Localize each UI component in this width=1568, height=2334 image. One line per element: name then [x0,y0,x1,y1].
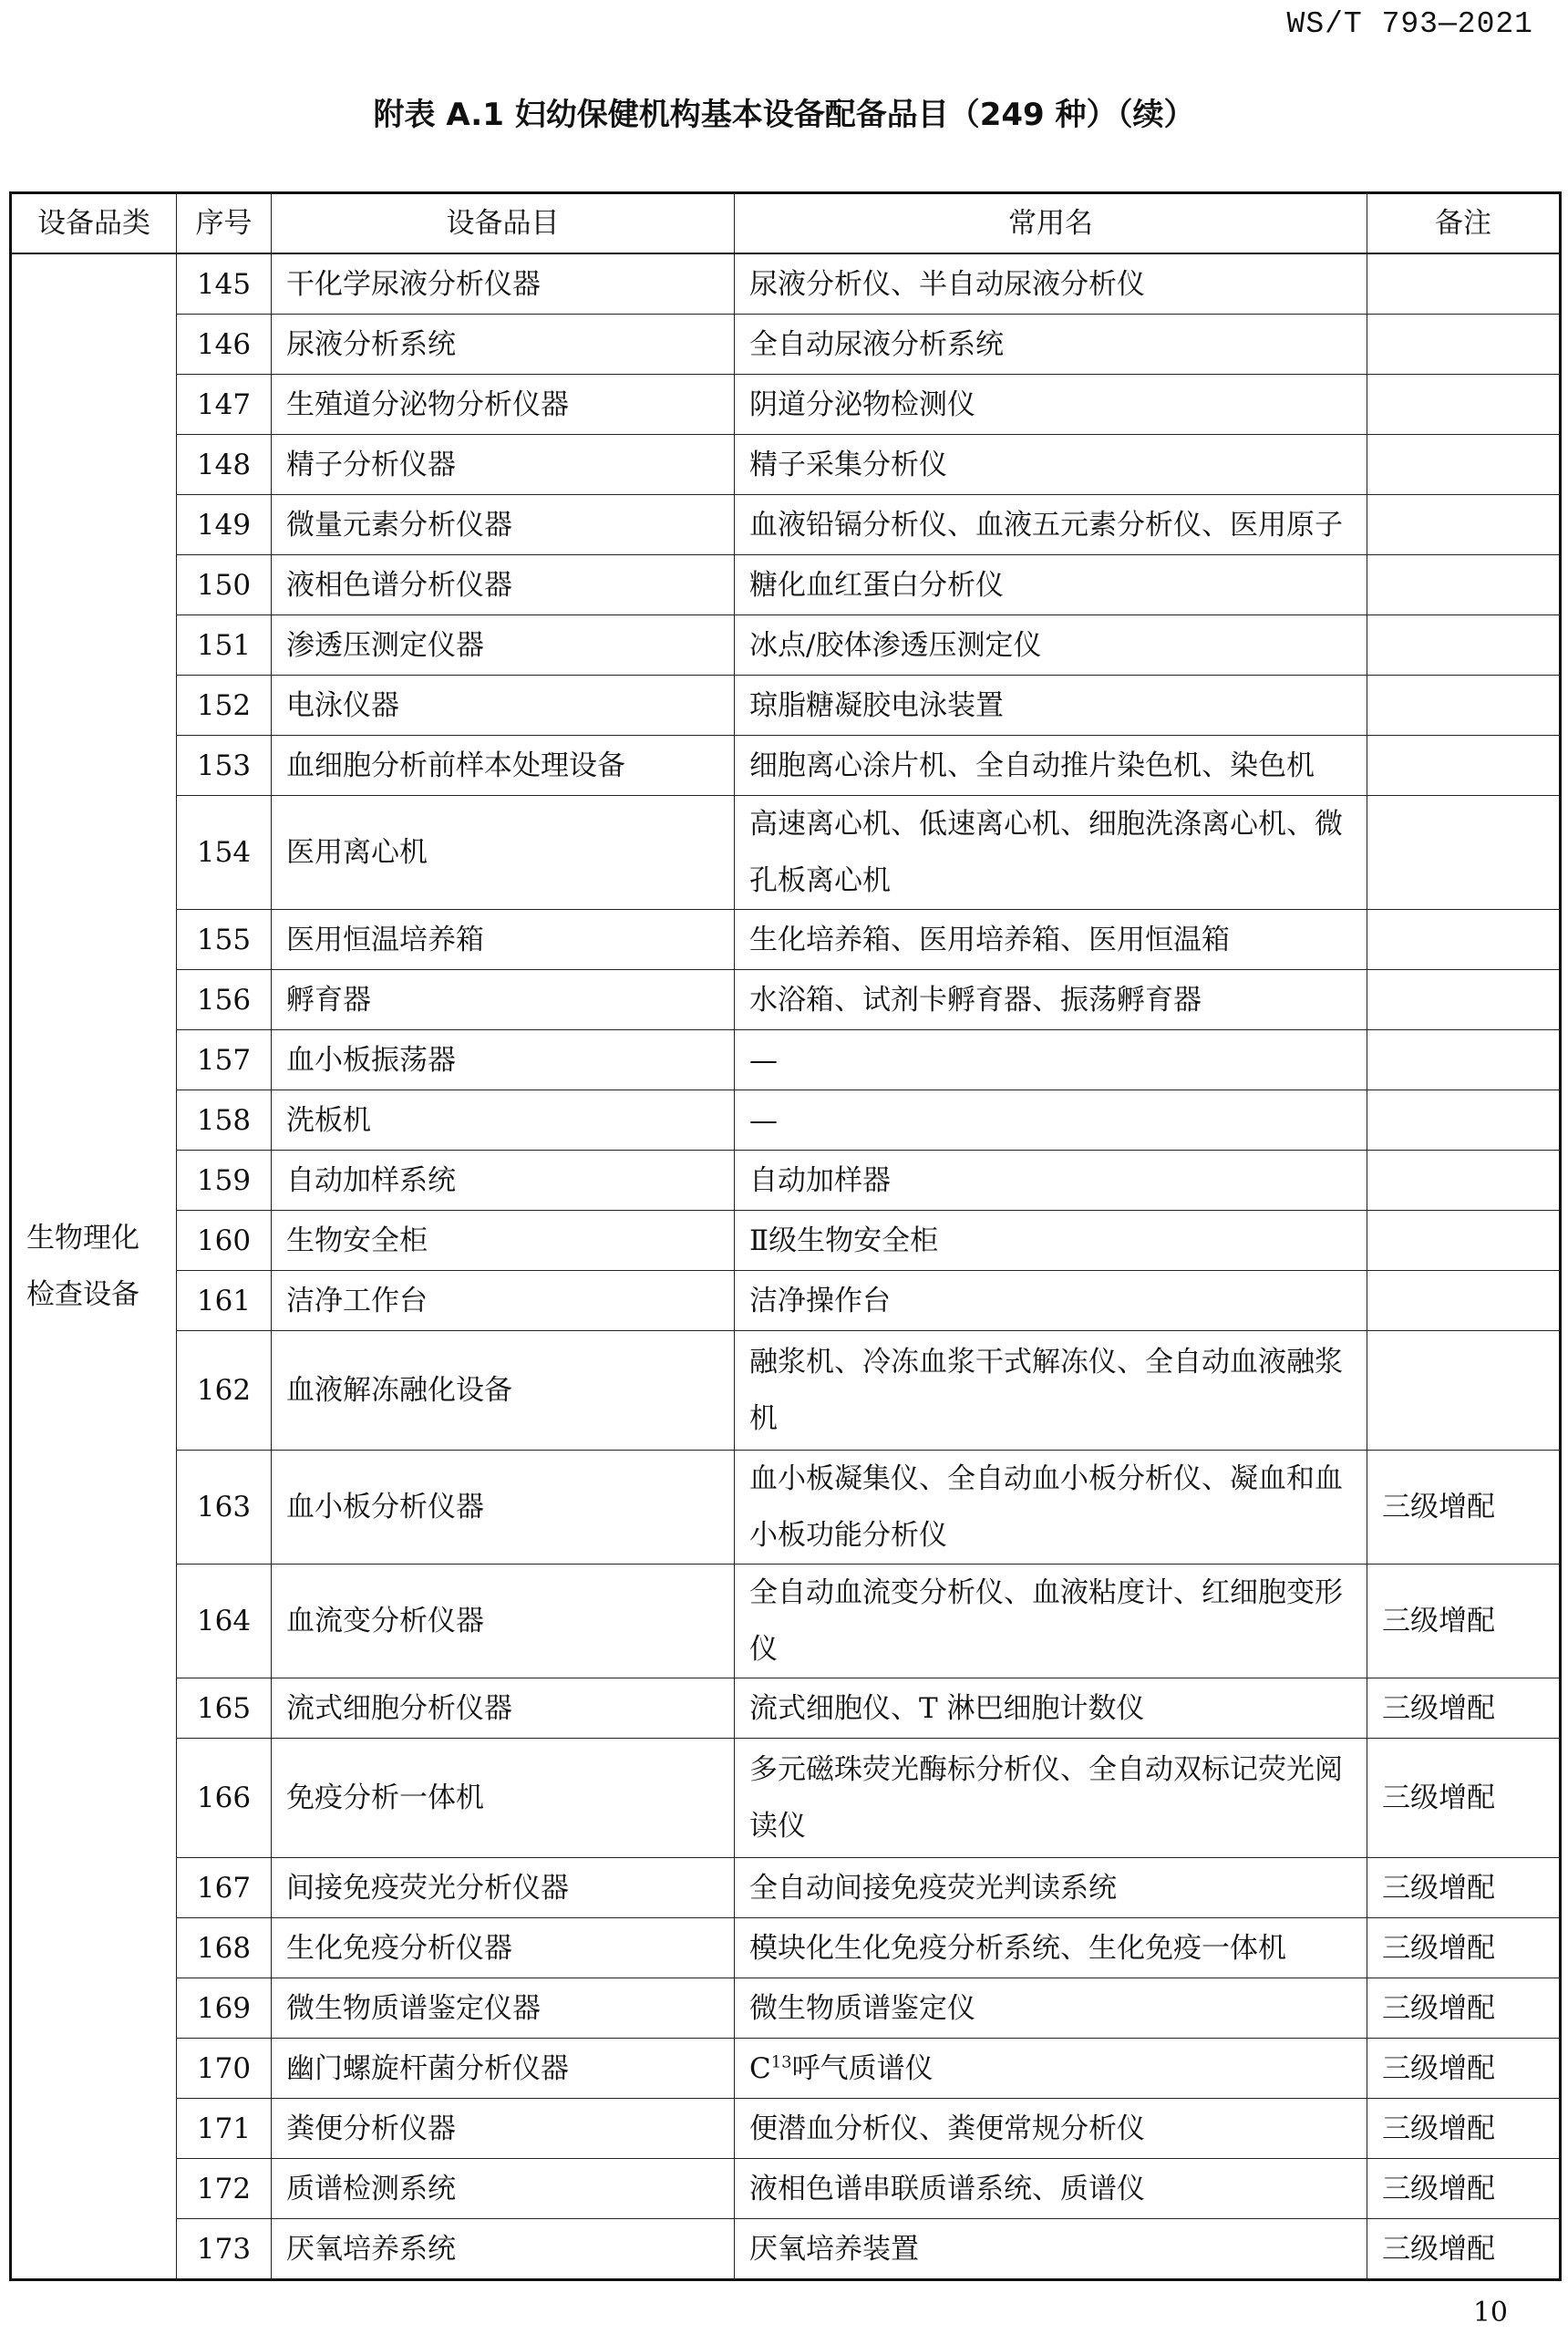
column-header: 序号 [177,193,272,254]
table-row [11,1451,1561,1565]
table-row [11,375,1561,435]
remark [1367,796,1561,910]
remark [1367,253,1561,315]
equipment-item: 厌氧培养系统 [272,2219,735,2280]
table-row [11,1978,1561,2039]
equipment-item: 尿液分析系统 [272,315,735,375]
remark [1367,555,1561,615]
remark [1367,375,1561,435]
remark [1367,1030,1561,1090]
equipment-item: 医用恒温培养箱 [272,910,735,970]
table-row [11,253,1561,315]
row-number: 160 [177,1211,272,1271]
common-name: 便潜血分析仪、粪便常规分析仪 [735,2099,1367,2159]
common-name: 厌氧培养装置 [735,2219,1367,2280]
table-row [11,1918,1561,1978]
remark [1367,676,1561,736]
common-name: 液相色谱串联质谱系统、质谱仪 [735,2159,1367,2219]
row-number: 148 [177,435,272,495]
common-name [735,2039,1367,2099]
table-row [11,2099,1561,2159]
table-row [11,1151,1561,1211]
row-number: 152 [177,676,272,736]
table-row [11,435,1561,495]
common-name: 全自动尿液分析系统 [735,315,1367,375]
equipment-item: 生化免疫分析仪器 [272,1918,735,1978]
equipment-item: 精子分析仪器 [272,435,735,495]
equipment-item: 生物安全柜 [272,1211,735,1271]
remark [1367,1090,1561,1151]
table-row [11,495,1561,555]
common-name: 阴道分泌物检测仪 [735,375,1367,435]
common-name: — [735,1090,1367,1151]
table-row [11,910,1561,970]
equipment-item: 洁净工作台 [272,1271,735,1331]
remark: 三级增配 [1367,1678,1561,1739]
row-number: 150 [177,555,272,615]
remark: 三级增配 [1367,1918,1561,1978]
table-row [11,796,1561,910]
equipment-item: 血小板振荡器 [272,1030,735,1090]
remark: 三级增配 [1367,1978,1561,2039]
row-number: 145 [177,253,272,315]
row-number: 173 [177,2219,272,2280]
table-header-row [11,193,1561,254]
equipment-item: 血流变分析仪器 [272,1565,735,1678]
remark [1367,1271,1561,1331]
common-name: 细胞离心涂片机、全自动推片染色机、染色机 [735,736,1367,796]
table-row [11,2219,1561,2280]
row-number: 157 [177,1030,272,1090]
table-row [11,1211,1561,1271]
row-number: 167 [177,1858,272,1918]
common-name: 生化培养箱、医用培养箱、医用恒温箱 [735,910,1367,970]
common-name: 冰点/胶体渗透压测定仪 [735,615,1367,676]
equipment-item: 干化学尿液分析仪器 [272,253,735,315]
equipment-item: 微生物质谱鉴定仪器 [272,1978,735,2039]
row-number: 170 [177,2039,272,2099]
equipment-item: 孵育器 [272,970,735,1030]
column-header: 设备品类 [11,193,177,254]
table-row [11,615,1561,676]
row-number: 155 [177,910,272,970]
table-row [11,315,1561,375]
row-number: 172 [177,2159,272,2219]
row-number: 169 [177,1978,272,2039]
table-row [11,1090,1561,1151]
common-name: 糖化血红蛋白分析仪 [735,555,1367,615]
row-number: 163 [177,1451,272,1565]
row-number: 159 [177,1151,272,1211]
column-header: 备注 [1367,193,1561,254]
equipment-item: 间接免疫荧光分析仪器 [272,1858,735,1918]
row-number: 146 [177,315,272,375]
common-name: 全自动间接免疫荧光判读系统 [735,1858,1367,1918]
equipment-item: 免疫分析一体机 [272,1739,735,1858]
table-row [11,1271,1561,1331]
remark [1367,615,1561,676]
remark [1367,736,1561,796]
table-row [11,555,1561,615]
common-name-superscript: 13 [770,2052,792,2072]
common-name: 多元磁珠荧光酶标分析仪、全自动双标记荧光阅读仪 [735,1739,1367,1858]
equipment-item: 微量元素分析仪器 [272,495,735,555]
table-row [11,2159,1561,2219]
table-row [11,676,1561,736]
common-name-rest: 呼气质谱仪 [791,2051,934,2085]
equipment-item: 电泳仪器 [272,676,735,736]
table-row [11,1739,1561,1858]
common-name: 血液铅镉分析仪、血液五元素分析仪、医用原子 [735,495,1367,555]
row-number: 171 [177,2099,272,2159]
common-name: 琼脂糖凝胶电泳装置 [735,676,1367,736]
table-row [11,1331,1561,1451]
row-number: 162 [177,1331,272,1451]
remark: 三级增配 [1367,2039,1561,2099]
remark: 三级增配 [1367,1565,1561,1678]
common-name: 水浴箱、试剂卡孵育器、振荡孵育器 [735,970,1367,1030]
column-header: 常用名 [735,193,1367,254]
category-cell: 生物理化检查设备 [11,253,177,2280]
equipment-item: 流式细胞分析仪器 [272,1678,735,1739]
common-name-prefix: C [749,2051,771,2085]
common-name: 模块化生化免疫分析系统、生化免疫一体机 [735,1918,1367,1978]
common-name: 融浆机、冷冻血浆干式解冻仪、全自动血液融浆机 [735,1331,1367,1451]
common-name: 血小板凝集仪、全自动血小板分析仪、凝血和血小板功能分析仪 [735,1451,1367,1565]
row-number: 161 [177,1271,272,1331]
common-name: 尿液分析仪、半自动尿液分析仪 [735,253,1367,315]
row-number: 165 [177,1678,272,1739]
page-number: 10 [1472,2297,1508,2329]
equipment-item: 质谱检测系统 [272,2159,735,2219]
remark: 三级增配 [1367,2219,1561,2280]
row-number: 156 [177,970,272,1030]
remark [1367,1211,1561,1271]
common-name: 精子采集分析仪 [735,435,1367,495]
equipment-table [9,191,1562,2281]
common-name: 高速离心机、低速离心机、细胞洗涤离心机、微孔板离心机 [735,796,1367,910]
equipment-item: 洗板机 [272,1090,735,1151]
row-number: 151 [177,615,272,676]
common-name: 洁净操作台 [735,1271,1367,1331]
equipment-item: 液相色谱分析仪器 [272,555,735,615]
equipment-item: 血小板分析仪器 [272,1451,735,1565]
remark: 三级增配 [1367,1858,1561,1918]
table-row [11,2039,1561,2099]
equipment-item: 渗透压测定仪器 [272,615,735,676]
equipment-item: 幽门螺旋杆菌分析仪器 [272,2039,735,2099]
common-name: Ⅱ级生物安全柜 [735,1211,1367,1271]
equipment-item: 生殖道分泌物分析仪器 [272,375,735,435]
remark [1367,315,1561,375]
remark: 三级增配 [1367,2099,1561,2159]
row-number: 168 [177,1918,272,1978]
remark [1367,1331,1561,1451]
remark: 三级增配 [1367,2159,1561,2219]
common-name: 流式细胞仪、T 淋巴细胞计数仪 [735,1678,1367,1739]
column-header: 设备品目 [272,193,735,254]
remark [1367,495,1561,555]
remark [1367,1151,1561,1211]
remark [1367,970,1561,1030]
equipment-item: 血细胞分析前样本处理设备 [272,736,735,796]
equipment-item: 粪便分析仪器 [272,2099,735,2159]
row-number: 166 [177,1739,272,1858]
table-row [11,1678,1561,1739]
remark: 三级增配 [1367,1451,1561,1565]
remark: 三级增配 [1367,1739,1561,1858]
common-name: — [735,1030,1367,1090]
table-row [11,1030,1561,1090]
table-row [11,736,1561,796]
table-row [11,1565,1561,1678]
row-number: 154 [177,796,272,910]
common-name: 微生物质谱鉴定仪 [735,1978,1367,2039]
remark [1367,435,1561,495]
common-name: 全自动血流变分析仪、血液粘度计、红细胞变形仪 [735,1565,1367,1678]
table-row [11,970,1561,1030]
common-name: 自动加样器 [735,1151,1367,1211]
table-title: 附表 A.1 妇幼保健机构基本设备配备品目（249 种）（续） [373,97,1195,133]
equipment-item: 医用离心机 [272,796,735,910]
row-number: 147 [177,375,272,435]
standard-code: WS/T 793—2021 [1286,7,1533,41]
row-number: 158 [177,1090,272,1151]
row-number: 149 [177,495,272,555]
equipment-item: 血液解冻融化设备 [272,1331,735,1451]
row-number: 153 [177,736,272,796]
remark [1367,910,1561,970]
row-number: 164 [177,1565,272,1678]
equipment-item: 自动加样系统 [272,1151,735,1211]
table-row [11,1858,1561,1918]
